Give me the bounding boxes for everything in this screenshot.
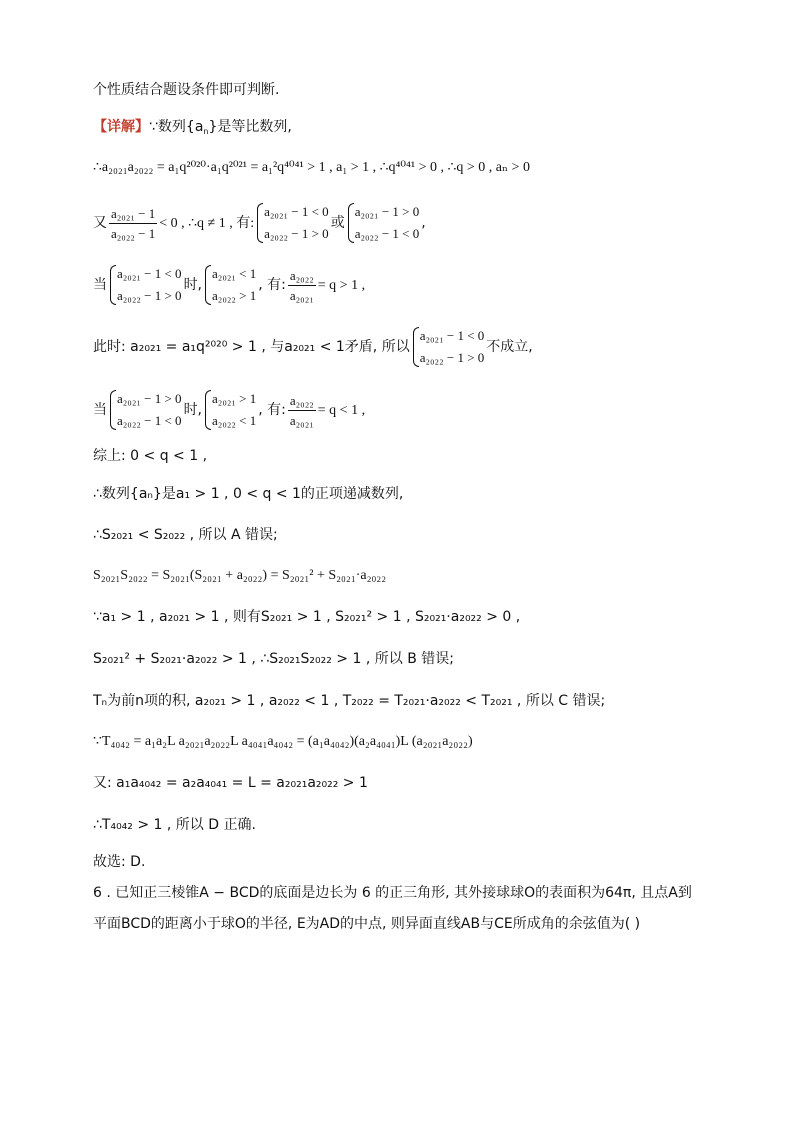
text-line-intro: 个性质结合题设条件即可判断.	[93, 82, 280, 98]
fraction-q1-numerator: a₂₀₂₂	[288, 266, 316, 286]
equation-line-3	[93, 263, 365, 307]
subscript-n: n	[203, 127, 209, 136]
question-6-line-1: 6 . 已知正三棱锥A − BCD的底面是边长为 6 的正三角形, 其外接球球O的表面积为64π, 且点A到	[93, 885, 692, 901]
text-line-also: 又: a₁a₄₀₄₂ = a₂a₄₀₄₁ = L = a₂₀₂₁a₂₀₂₂ > 1	[93, 775, 368, 791]
equation-line-product: ∵T₄₀₄₂ = a₁a₂L a₂₀₂₁a₂₀₂₂L a₄₀₄₁a₄₀₄₂ = (a₁a₄₀₄₂)(a₂a₄₀₄₁)L (a₂₀₂₁a₂₀₂₂)	[93, 734, 473, 749]
when-prefix-1: 当	[93, 277, 107, 293]
system-c-row1: a₂₀₂₁ < 1	[212, 266, 257, 281]
system-d-row1: a₂₀₂₁ > 1	[212, 391, 257, 406]
system-case-a-third	[412, 325, 485, 369]
equation-line-sum-product: S₂₀₂₁S₂₀₂₂ = S₂₀₂₁(S₂₀₂₁ + a₂₀₂₂) = S₂₀₂₁² + S₂₀₂₁·a₂₀₂₂	[93, 568, 387, 583]
equation-line-2	[93, 201, 426, 245]
text-line-detail-header	[93, 117, 292, 142]
equation-2-mid: < 0 , ∴q ≠ 1 , 有:	[159, 216, 255, 231]
system-b-row1: a₂₀₂₁ − 1 > 0	[354, 204, 420, 219]
fraction-q-2	[288, 391, 316, 430]
system-a-row1: a₂₀₂₁ − 1 < 0	[264, 204, 329, 219]
not-valid-text: 不成立,	[486, 339, 533, 355]
when-word-2: 时,	[183, 402, 203, 418]
system-a3-row2: a₂₀₂₂ − 1 > 0	[419, 350, 485, 365]
detail-tag: 【详解】	[93, 119, 149, 135]
system-a3-row1: a₂₀₂₁ − 1 < 0	[419, 328, 485, 343]
equation-line-5	[93, 388, 365, 432]
text-line-option-c: Tₙ为前n项的积, a₂₀₂₁ > 1 , a₂₀₂₂ < 1 , T₂₀₂₂ = T₂₀₂₁·a₂₀₂₂ < T₂₀₂₁ , 所以 C 错误;	[93, 693, 606, 709]
text-line-decreasing: ∴数列{aₙ}是a₁ > 1 , 0 < q < 1的正项递减数列,	[93, 486, 404, 502]
fraction-q-1	[288, 266, 316, 305]
q-greater-one: = q > 1 ,	[317, 278, 366, 293]
detail-tail: }是等比数列,	[208, 119, 292, 135]
system-case-a	[256, 201, 329, 245]
system-d-row2: a₂₀₂₂ < 1	[212, 413, 257, 428]
or-word: 或	[330, 215, 345, 231]
text-line-option-d: ∴T₄₀₄₂ > 1 , 所以 D 正确.	[93, 817, 256, 833]
fraction-denominator: a₂₀₂₂ − 1	[111, 225, 156, 241]
system-b-row2: a₂₀₂₂ − 1 < 0	[354, 226, 420, 241]
system-case-b	[347, 201, 420, 245]
fraction-numerator: a₂₀₂₁ − 1	[109, 204, 157, 224]
have-word-2: , 有:	[258, 402, 286, 418]
question-6-line-2: 平面BCD的距离小于球O的半径, E为AD的中点, 则异面直线AB与CE所成角的余弦值为( )	[93, 916, 641, 932]
equation-line-1: ∴a₂₀₂₁a₂₀₂₂ = a₁q²⁰²⁰·a₁q²⁰²¹ = a₁²q⁴⁰⁴¹ > 1 , a₁ > 1 , ∴q⁴⁰⁴¹ > 0 , ∴q > 0 , aₙ > 0	[93, 160, 530, 175]
detail-text: ∵数列{a	[149, 119, 204, 135]
system-case-d	[204, 388, 256, 432]
you-prefix: 又	[93, 215, 107, 231]
have-word-1: , 有:	[258, 277, 286, 293]
fraction-ratio	[109, 204, 157, 243]
fraction-q2-denominator: a₂₀₂₁	[289, 412, 314, 428]
text-line-answer: 故选: D.	[93, 854, 146, 870]
q-less-one: = q < 1 ,	[317, 403, 366, 418]
text-line-option-a: ∴S₂₀₂₁ < S₂₀₂₂ , 所以 A 错误;	[93, 527, 278, 543]
fraction-q2-numerator: a₂₀₂₂	[288, 391, 316, 411]
equation-line-4	[93, 325, 533, 369]
system-c-row2: a₂₀₂₂ > 1	[212, 288, 257, 303]
text-line-option-b: S₂₀₂₁² + S₂₀₂₁·a₂₀₂₂ > 1 , ∴S₂₀₂₁S₂₀₂₂ > 1 , 所以 B 错误;	[93, 651, 454, 667]
fraction-q1-denominator: a₂₀₂₁	[289, 287, 314, 303]
system-case-c	[204, 263, 256, 307]
system-a2-row1: a₂₀₂₁ − 1 < 0	[117, 266, 182, 281]
system-case-a-repeat	[109, 263, 182, 307]
system-a2-row2: a₂₀₂₂ − 1 > 0	[117, 288, 182, 303]
when-prefix-2: 当	[93, 402, 107, 418]
text-line-since: ∵a₁ > 1 , a₂₀₂₁ > 1 , 则有S₂₀₂₁ > 1 , S₂₀₂₁² > 1 , S₂₀₂₁·a₂₀₂₂ > 0 ,	[93, 609, 521, 625]
system-b2-row2: a₂₀₂₂ − 1 < 0	[117, 413, 182, 428]
text-line-summary: 综上: 0 < q < 1 ,	[93, 448, 208, 464]
system-case-b-repeat	[109, 388, 182, 432]
equation-2-end: ,	[421, 215, 426, 231]
when-word-1: 时,	[183, 277, 203, 293]
contradiction-text: 此时: a₂₀₂₁ = a₁q²⁰²⁰ > 1 , 与a₂₀₂₁ < 1矛盾, 所以	[93, 339, 410, 355]
system-b2-row1: a₂₀₂₁ − 1 > 0	[117, 391, 182, 406]
system-a-row2: a₂₀₂₂ − 1 > 0	[264, 226, 329, 241]
